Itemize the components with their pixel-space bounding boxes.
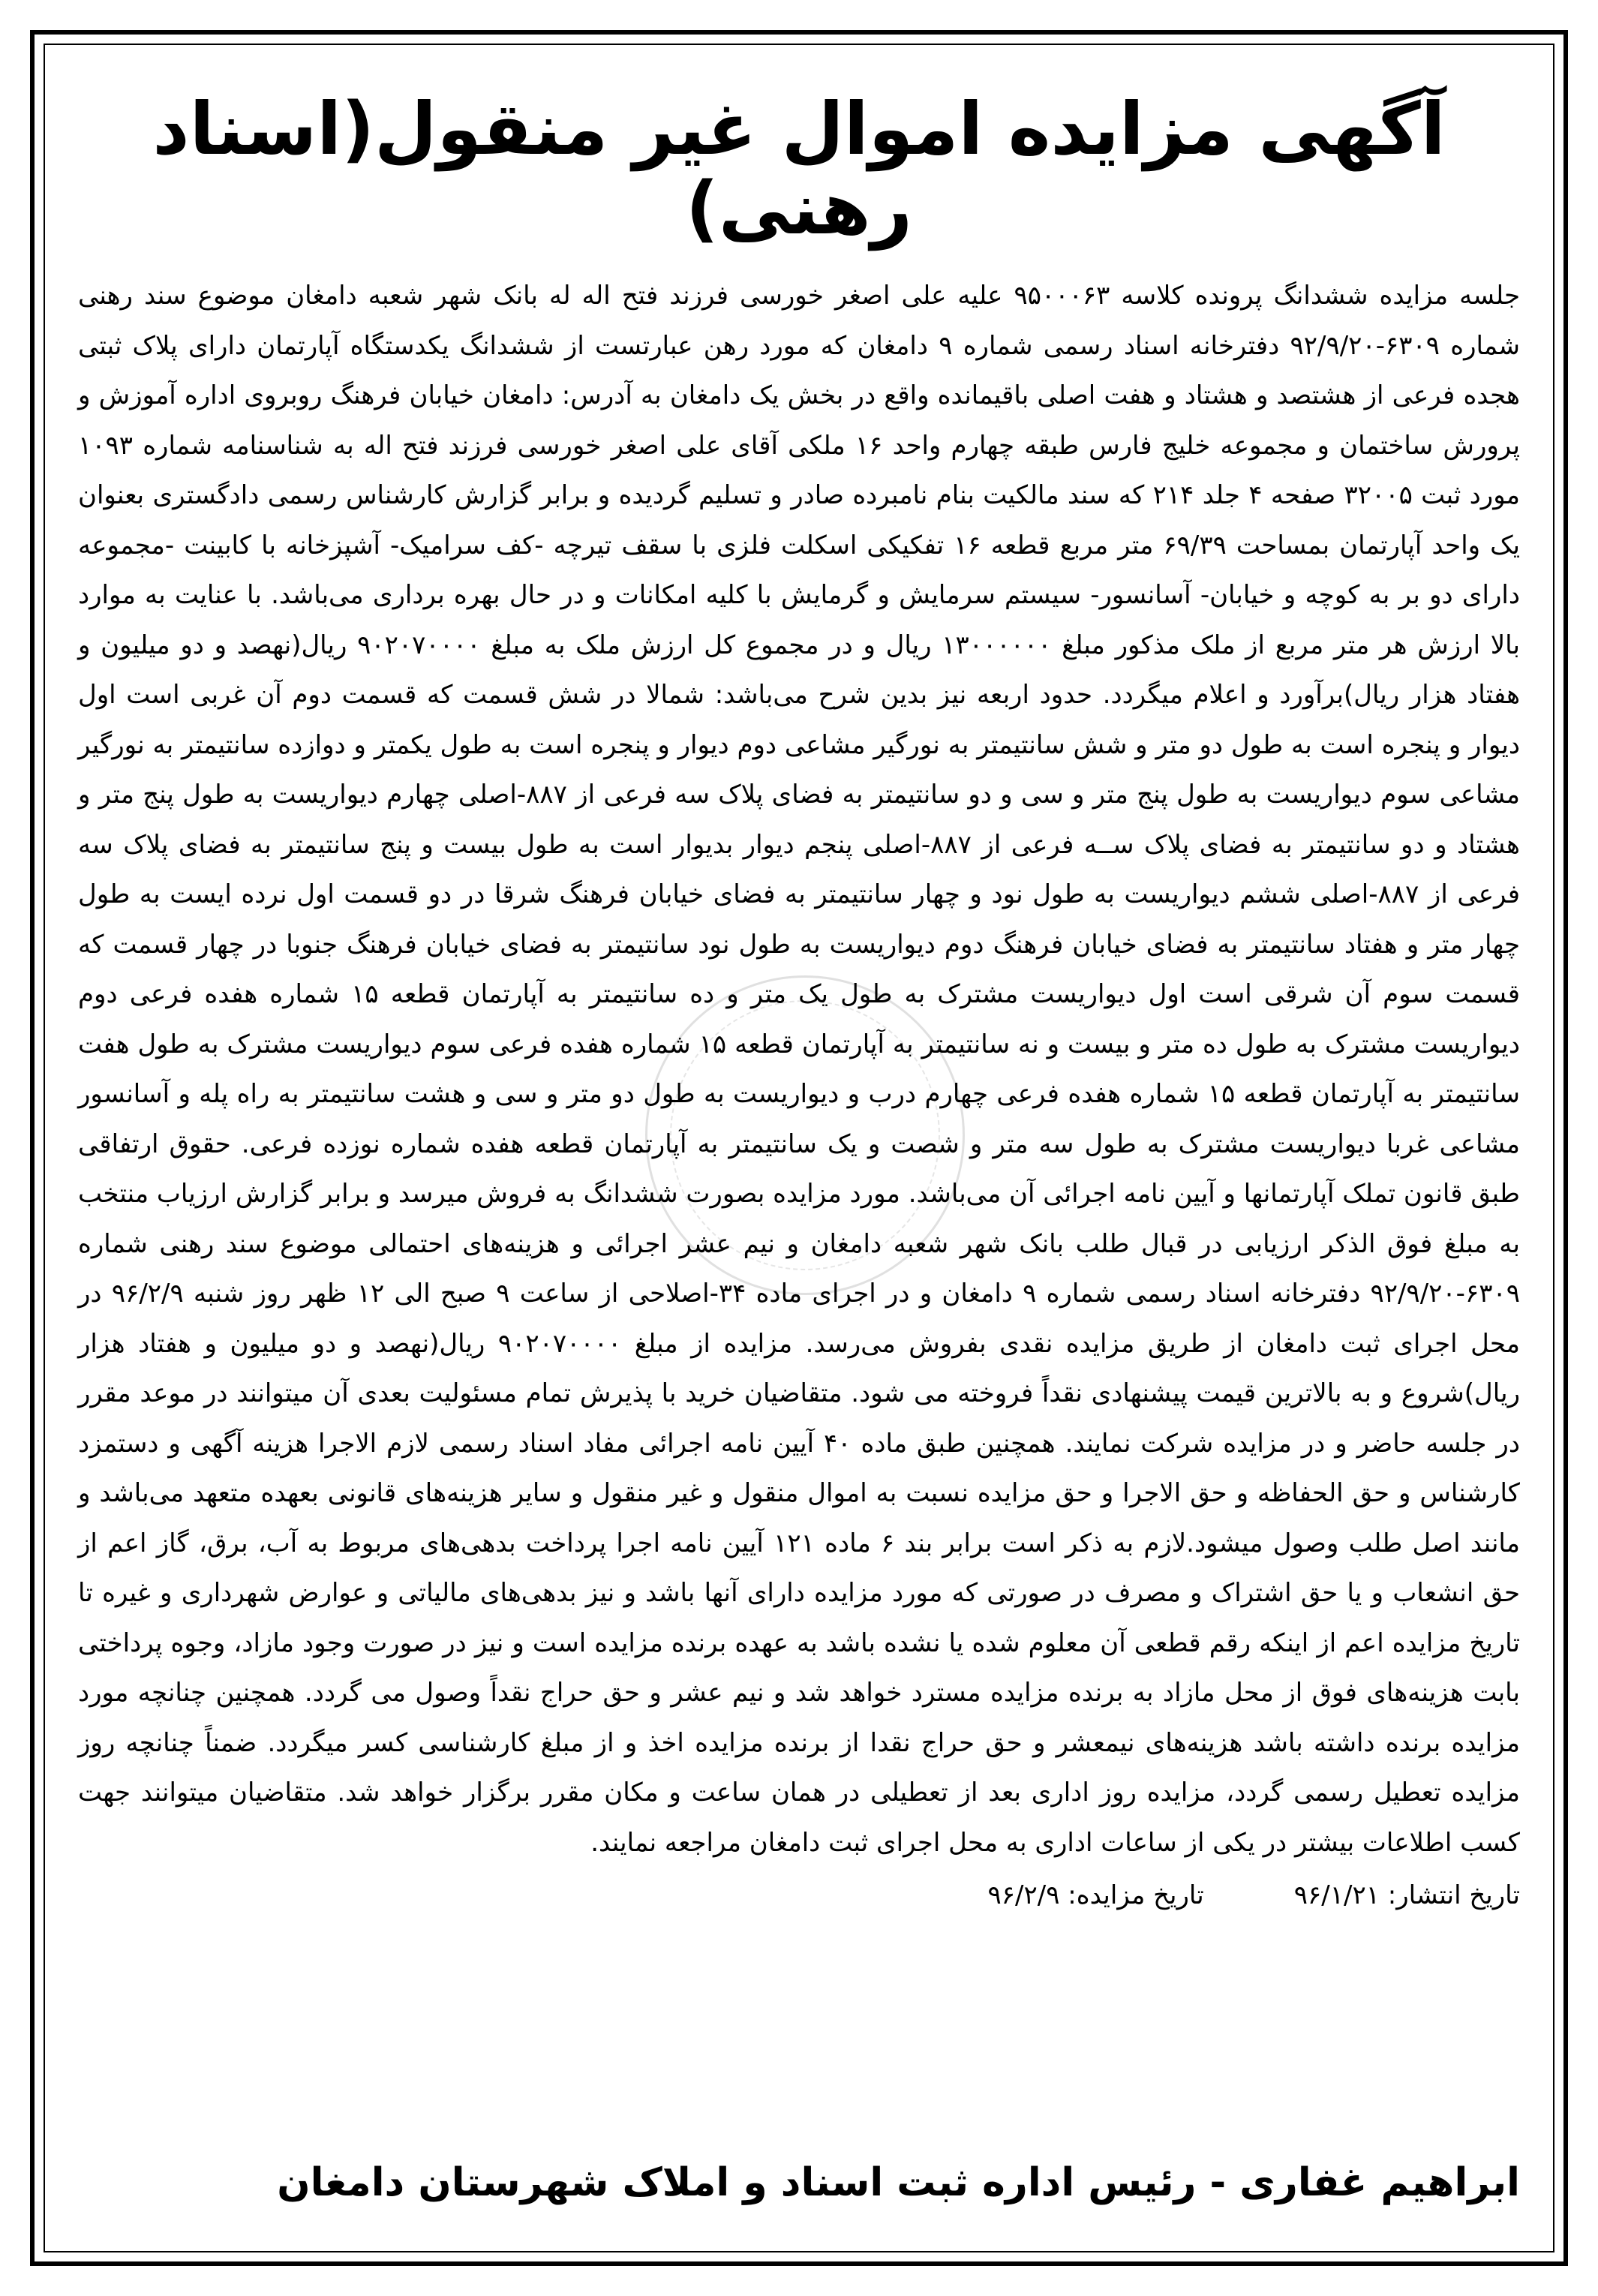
auction-date (988, 1871, 1204, 1920)
notice-document (44, 44, 1554, 2252)
notice-title: آگهی مزایده اموال غیر منقول(اسناد رهنی) (152, 87, 1446, 251)
publish-date (1294, 1871, 1520, 1920)
publish-date-label: تاریخ انتشار: (1387, 1880, 1520, 1911)
publish-date-value: ۹۶/۱/۲۱ (1293, 1880, 1380, 1911)
auction-date-value: ۹۶/۲/۹ (987, 1880, 1060, 1911)
notice-body: جلسه مزایده ششدانگ پرونده کلاسه ۹۵۰۰۰۶۳ علیه علی اصغر خورسی فرزند فتح اله له بانک شهر شعبه دامغان موضوع سند رهنی شماره ۶۳۰۹-۹۲/۹/۲۰ دفترخانه اسناد رسمی شماره ۹ دامغان که مورد رهن عبارتست از ششدانگ یکدستگاه آپارتمان دارای پلاک ثبتی هجده فرعی از هشتصد و هشتاد و هفت اصلی باقیمانده واقع در بخش یک دامغان به آدرس: دامغان خیابان فرهنگ روبروی اداره آموزش و پرورش ساختمان و مجموعه خلیج فارس طبقه چهارم واحد ۱۶ ملکی آقای علی اصغر خورسی فرزند فتح اله به شناسنامه شماره ۱۰۹۳ مورد ثبت ۳۲۰۰۵ صفحه ۴ جلد ۲۱۴ که سند مالکیت بنام نامبرده صادر و تسلیم گردیده و برابر گزارش کارشناس رسمی دادگستری بعنوان یک واحد آپارتمان بمساحت ۶۹/۳۹ متر مربع قطعه ۱۶ تفکیکی اسکلت فلزی با سقف تیرچه -کف سرامیک- آشپزخانه با کابینت -مجموعه دارای دو بر به کوچه و خیابان- آسانسور- سیستم سرمایش و گرمایش با کلیه امکانات و در حال بهره برداری می‌باشد. با عنایت به موارد بالا ارزش هر متر مربع از ملک مذکور مبلغ ۱۳۰۰۰۰۰۰ ریال و در مجموع کل ارزش ملک به مبلغ ۹۰۲۰۷۰۰۰۰ ریال(نهصد و دو میلیون و هفتاد هزار ریال)برآورد و اعلام میگردد. حدود اربعه نیز بدین شرح می‌باشد: شمالا در شش قسمت که قسمت دوم آن غربی است اول دیوار و پنجره است به طول دو متر و شش سانتیمتر به نورگیر مشاعی دوم دیوار و پنجره است به طول یکمتر و دوازده سانتیمتر به نورگیر مشاعی سوم دیواریست به طول پنج متر و سی و دو سانتیمتر به فضای پلاک سه فرعی از ۸۸۷-اصلی چهارم دیواریست به طول پنج متر و هشتاد و دو سانتیمتر به فضای پلاک ســه فرعی از ۸۸۷-اصلی پنجم دیوار بدیوار است به طول بیست و پنج سانتیمتر به فضای پلاک سه فرعی از ۸۸۷-اصلی ششم دیواریست به طول نود و چهار سانتیمتر به فضای خیابان فرهنگ شرقا در دو قسمت اول نرده ایست به طول چهار متر و هفتاد سانتیمتر به فضای خیابان فرهنگ دوم دیواریست به طول نود سانتیمتر به فضای خیابان فرهنگ جنوبا در چهار قسمت که قسمت سوم آن شرقی است اول دیواریست مشترک به طول یک متر و ده سانتیمتر به آپارتمان قطعه ۱۵ شماره هفده فرعی دوم دیواریست مشترک به طول ده متر و بیست و نه سانتیمتر به آپارتمان قطعه ۱۵ شماره هفده فرعی سوم دیواریست مشترک به طول هفت سانتیمتر به آپارتمان قطعه ۱۵ شماره هفده فرعی چهارم درب و دیواریست به طول دو متر و سی و هشت سانتیمتر به راه پله و آسانسور مشاعی غربا دیواریست مشترک به طول سه متر و شصت و یک سانتیمتر به آپارتمان قطعه هفده شماره نوزده فرعی. حقوق ارتفاقی طبق قانون تملک آپارتمانها و آیین نامه اجرائی آن می‌باشد. مورد مزایده بصورت ششدانگ به فروش میرسد و برابر گزارش ارزیاب منتخب به مبلغ فوق الذکر ارزیابی در قبال طلب بانک شهر شعبه دامغان و نیم عشر اجرائی و هزینه‌های احتمالی موضوع سند رهنی شماره ۶۳۰۹-۹۲/۹/۲۰ دفترخانه اسناد رسمی شماره ۹ دامغان و در اجرای ماده ۳۴-اصلاحی از ساعت ۹ صبح الی ۱۲ ظهر روز شنبه ۹۶/۲/۹ در محل اجرای ثبت دامغان از طریق مزایده نقدی بفروش می‌رسد. مزایده از مبلغ ۹۰۲۰۷۰۰۰۰ ریال(نهصد و دو میلیون و هفتاد هزار ریال)شروع و به بالاترین قیمت پیشنهادی نقداً فروخته می شود. متقاضیان خرید با پذیرش تمام مسئولیت بعدی آن میتوانند در موعد مقرر در جلسه حاضر و در مزایده شرکت نمایند. همچنین طبق ماده ۴۰ آیین نامه اجرائی مفاد اسناد رسمی لازم الاجرا هزینه آگهی و دستمزد کارشناس و حق الحفاظه و حق الاجرا و حق مزایده نسبت به اموال منقول و غیر منقول و سایر هزینه‌های قانونی بعهده متعهد می‌باشد و مانند اصل طلب وصول میشود.لازم به ذکر است برابر بند ۶ ماده ۱۲۱ آیین نامه اجرا پرداخت بدهی‌های مربوط به آب، برق، گاز اعم از حق انشعاب و یا حق اشتراک و مصرف در صورتی که مورد مزایده دارای آنها باشد و نیز بدهی‌های مالیاتی و عوارض شهرداری و غیره تا تاریخ مزایده اعم از اینکه رقم قطعی آن معلوم شده یا نشده باشد به عهده برنده مزایده است و نیز در صورت وجود مازاد، وجوه پرداختی بابت هزینه‌های فوق از محل مازاد به برنده مزایده مسترد خواهد شد و نیم عشر و حق حراج نقداً وصول می گردد. همچنین چنانچه مورد مزایده برنده داشته باشد هزینه‌های نیمعشر و حق حراج نقدا از برنده مزایده اخذ و از مبلغ کارشناسی کسر میگردد. ضمناً چنانچه روز مزایده تعطیل رسمی گردد، مزایده روز اداری بعد از تعطیلی در همان ساعت و مکان مقرر برگزار خواهد شد. متقاضیان میتوانند جهت کسب اطلاعات بیشتر در یکی از ساعات اداری به محل اجرای ثبت دامغان مراجعه نمایند. (78, 281, 1521, 1858)
auction-date-label: تاریخ مزایده: (1068, 1880, 1204, 1911)
signature-line: ابراهیم غفاری - رئیس اداره ثبت اسناد و املاک شهرستان دامغان (277, 2159, 1520, 2205)
dates-row (78, 1871, 1520, 1920)
